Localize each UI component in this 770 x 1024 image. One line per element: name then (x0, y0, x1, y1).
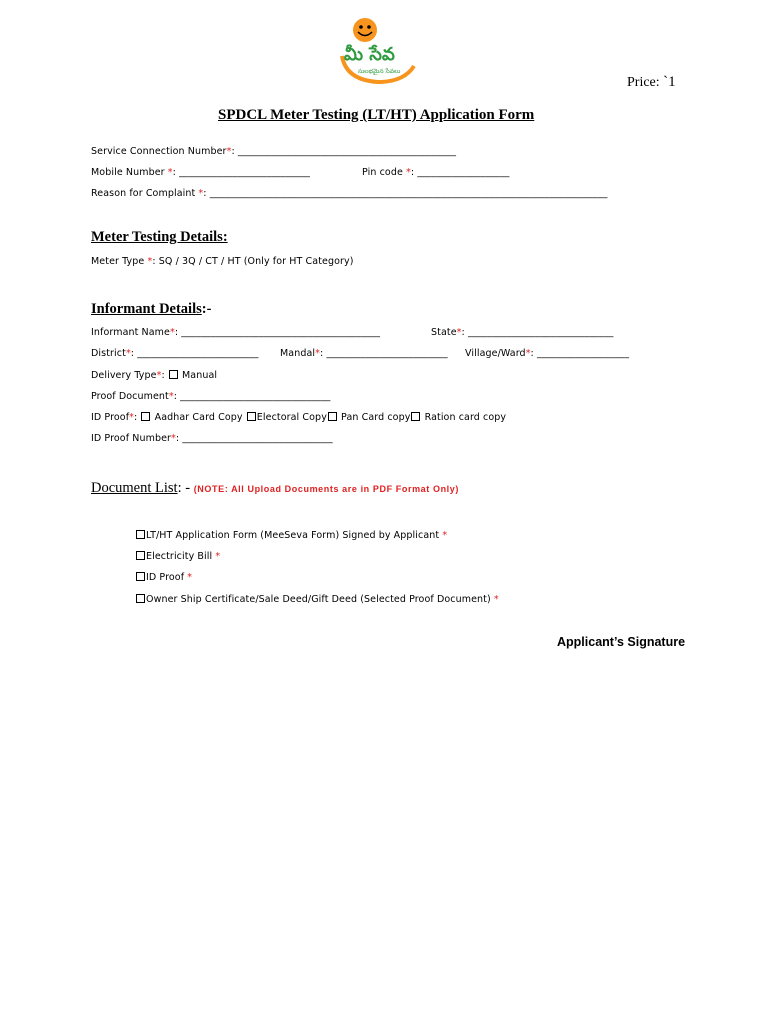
informant-name-label: Informant Name (91, 327, 170, 338)
required-mark: * (167, 167, 173, 178)
meter-type-label: Meter Type (91, 256, 148, 267)
service-connection-input[interactable]: _____________________________________________ (237, 146, 457, 157)
id-proof-label: ID Proof (91, 412, 130, 423)
required-mark: * (493, 594, 499, 605)
reason-field: Reason for Complaint *: __________________________________________________________________________________ (91, 188, 608, 199)
required-mark: * (406, 167, 411, 178)
district-label: District (91, 348, 126, 359)
logo-tagline: సులభమైన సేవలు (358, 68, 401, 75)
document-checkbox[interactable] (136, 530, 145, 539)
document-item-label: ID Proof (146, 572, 185, 583)
state-field: State*: ______________________________ (431, 327, 614, 338)
mandal-field: Mandal*: _________________________ (280, 348, 448, 359)
pdf-format-note: (NOTE: All Upload Documents are in PDF Format Only) (193, 484, 459, 494)
required-mark: * (525, 348, 531, 359)
meeseva-logo (338, 16, 420, 90)
pan-checkbox[interactable] (328, 412, 337, 421)
required-mark: * (170, 327, 175, 338)
pin-code-field: Pin code *: ___________________ (362, 167, 510, 178)
price-label: Price: (627, 75, 660, 90)
document-item (135, 551, 220, 562)
aadhar-option-label: Aadhar Card Copy (154, 412, 243, 423)
required-mark: * (442, 530, 448, 541)
pin-code-input[interactable]: ___________________ (417, 167, 510, 178)
id-proof-number-label: ID Proof Number (91, 433, 172, 444)
village-input[interactable]: ___________________ (536, 348, 630, 359)
state-input[interactable]: ______________________________ (467, 327, 614, 338)
electoral-option-label: Electoral Copy (256, 412, 327, 423)
required-mark: * (187, 572, 193, 583)
manual-checkbox[interactable] (169, 370, 178, 379)
required-mark: * (125, 348, 131, 359)
required-mark: * (226, 146, 232, 157)
delivery-type-label: Delivery Type (91, 370, 157, 381)
document-item (135, 594, 499, 605)
mobile-number-label: Mobile Number (91, 167, 168, 178)
informant-name-field: Informant Name*: _________________________________________ (91, 327, 381, 338)
document-list-heading (91, 479, 459, 497)
document-item-label: Electricity Bill (146, 551, 213, 562)
electoral-checkbox[interactable] (247, 412, 256, 421)
required-mark: * (456, 327, 462, 338)
document-list-heading-text: Document List (91, 480, 178, 496)
id-proof-number-field: ID Proof Number*: _______________________________ (91, 433, 333, 444)
proof-document-label: Proof Document (91, 391, 169, 402)
pan-option-label: Pan Card copy (341, 412, 411, 423)
service-connection-field: Service Connection Number*: _____________________________________________ (91, 146, 457, 157)
required-mark: * (315, 348, 320, 359)
informant-heading-text: Informant Details (91, 301, 202, 317)
required-mark: * (215, 551, 221, 562)
document-list-separator: : - (177, 480, 194, 496)
mandal-input[interactable]: _________________________ (326, 348, 448, 359)
document-checkbox[interactable] (136, 572, 145, 581)
state-label: State (431, 327, 457, 338)
ration-option-label: Ration card copy (424, 412, 507, 423)
document-item-label: Owner Ship Certificate/Sale Deed/Gift Deed (Selected Proof Document) (146, 594, 491, 605)
mobile-number-field: Mobile Number *: ___________________________ (91, 167, 311, 178)
document-item (135, 572, 192, 583)
meter-type-options: : SQ / 3Q / CT / HT (Only for HT Category) (152, 256, 354, 267)
manual-option-label: Manual (182, 370, 218, 381)
required-mark: * (198, 188, 204, 199)
pin-code-label: Pin code (362, 167, 407, 178)
mandal-label: Mandal (280, 348, 316, 359)
delivery-type-field: Delivery Type*: Manual (91, 370, 218, 381)
aadhar-checkbox[interactable] (141, 412, 150, 421)
document-item-label: LT/HT Application Form (MeeSeva Form) Signed by Applicant (146, 530, 440, 541)
id-proof-number-input[interactable]: _______________________________ (182, 433, 333, 444)
required-mark: * (171, 433, 176, 444)
document-item (135, 530, 447, 541)
price (627, 74, 676, 91)
required-mark: * (129, 412, 135, 423)
service-connection-label: Service Connection Number (91, 146, 227, 157)
meter-details-heading: Meter Testing Details: (91, 229, 228, 245)
form-title: SPDCL Meter Testing (LT/HT) Application Form (218, 107, 535, 123)
mobile-number-input[interactable]: ___________________________ (179, 167, 311, 178)
required-mark: * (156, 370, 162, 381)
applicant-signature: Applicant’s Signature (557, 635, 686, 649)
informant-name-input[interactable]: _________________________________________ (181, 327, 381, 338)
document-checkbox[interactable] (136, 594, 145, 603)
proof-document-field: Proof Document*: _______________________________ (91, 391, 331, 402)
required-mark: * (168, 391, 174, 402)
price-value: `1 (663, 74, 676, 90)
district-input[interactable]: _________________________ (137, 348, 259, 359)
meter-type-field (91, 256, 354, 267)
ration-checkbox[interactable] (411, 412, 420, 421)
id-proof-field: ID Proof*: Aadhar Card Copy Electoral Copy Pan Card copy Ration card copy (91, 412, 507, 423)
village-field: Village/Ward*: ___________________ (465, 348, 630, 359)
reason-input[interactable]: __________________________________________________________________________________ (209, 188, 608, 199)
logo-title: మీ సేవ (344, 44, 395, 65)
document-checkbox[interactable] (136, 551, 145, 560)
reason-label: Reason for Complaint (91, 188, 199, 199)
informant-heading-suffix: :- (201, 301, 212, 317)
district-field: District*: _________________________ (91, 348, 259, 359)
proof-document-input[interactable]: _______________________________ (180, 391, 331, 402)
informant-heading (91, 300, 211, 318)
village-label: Village/Ward (465, 348, 526, 359)
required-mark: * (147, 256, 153, 267)
